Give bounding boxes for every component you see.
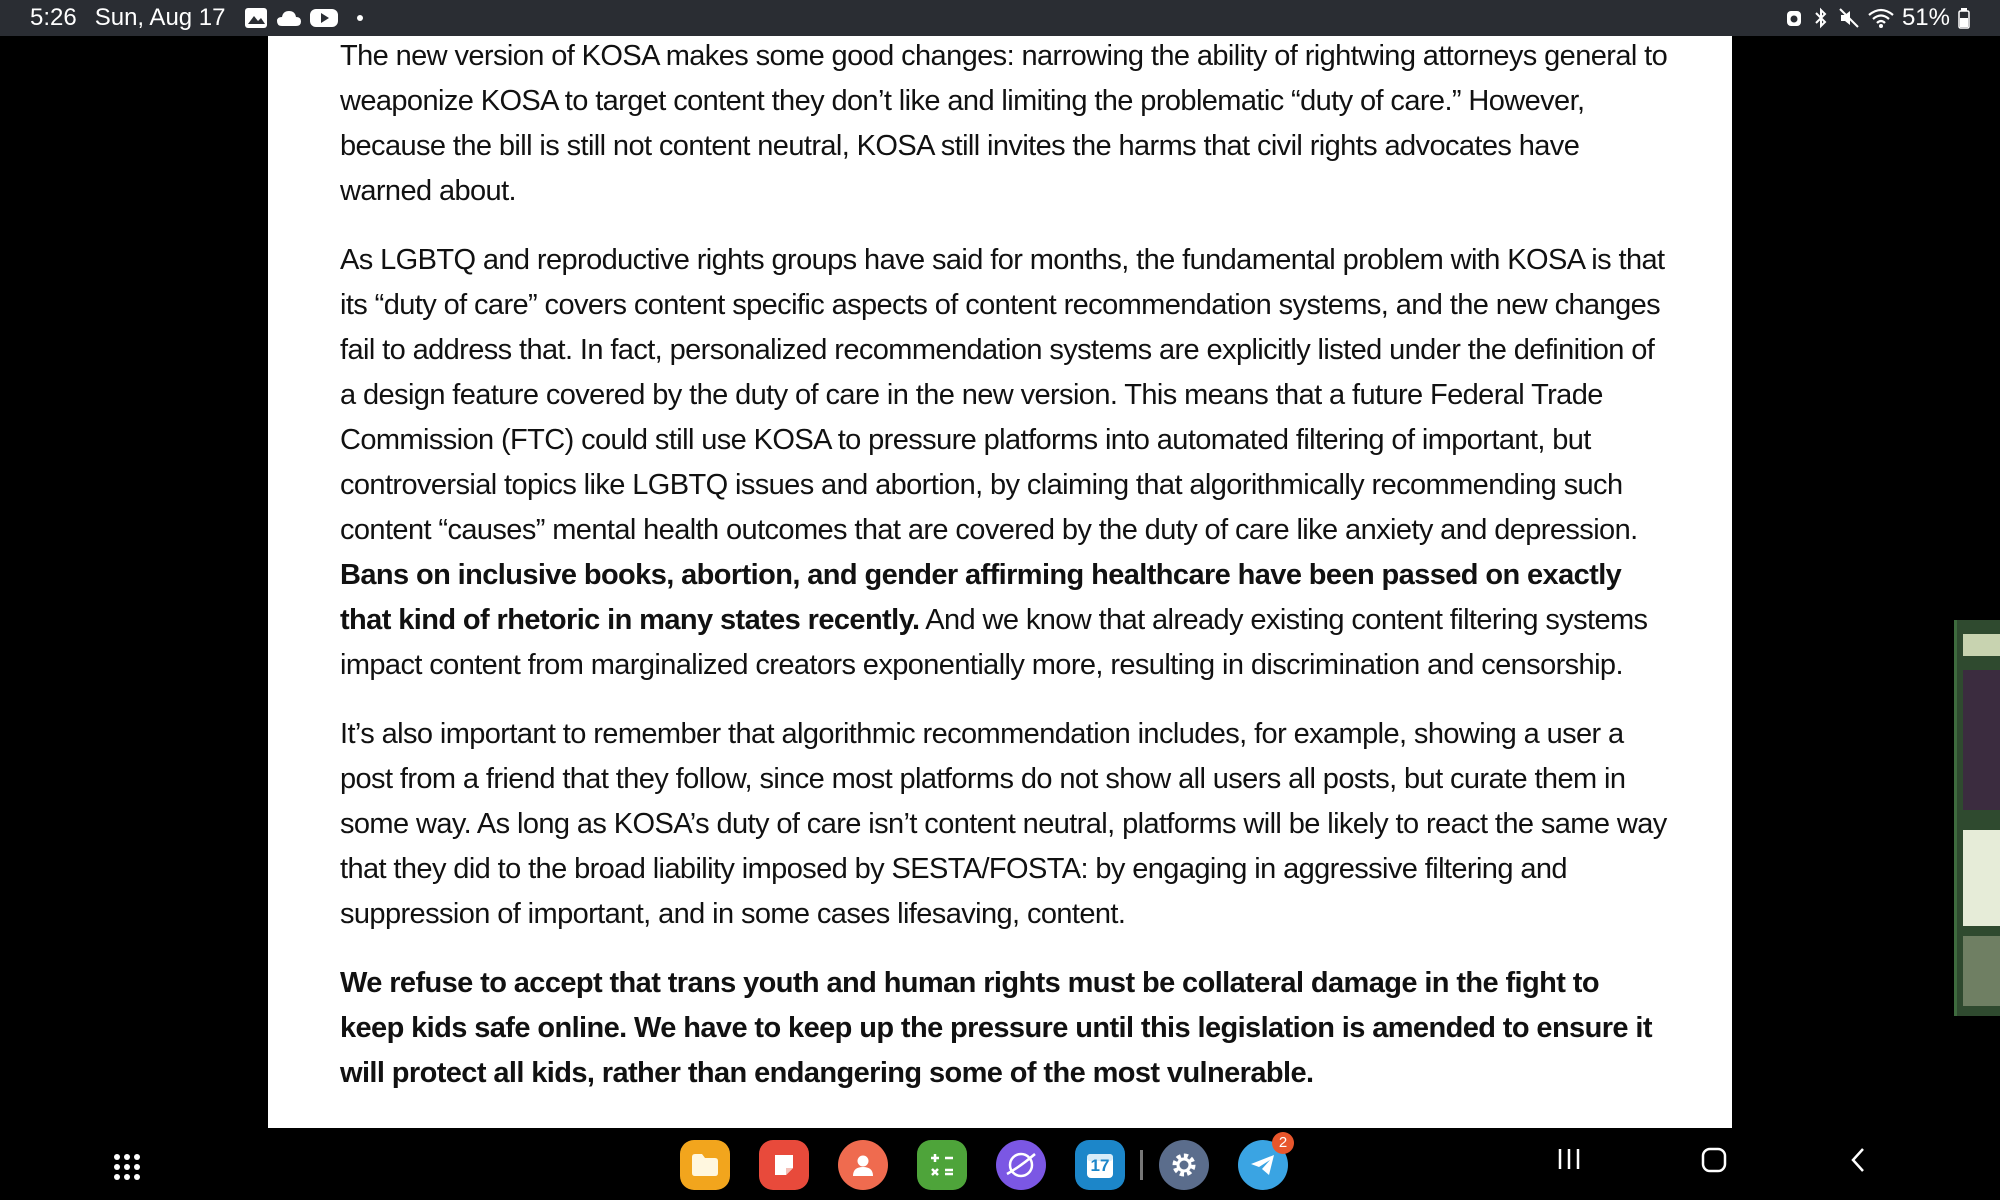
app-drawer-icon[interactable]: [112, 1152, 142, 1182]
status-bar: [0, 0, 2000, 36]
wifi-icon: [1868, 7, 1894, 29]
bluetooth-icon: [1812, 7, 1830, 29]
calendar-app[interactable]: [1075, 1140, 1125, 1190]
notes-icon: [770, 1151, 798, 1179]
dot-icon: [356, 14, 364, 22]
gallery-icon: [244, 7, 268, 29]
settings-app[interactable]: [1159, 1140, 1209, 1190]
calculator-icon: [927, 1150, 957, 1180]
paragraph-bold-text: We refuse to accept that trans youth and human rights must be collateral damage in the fight to keep kids safe online. We have to keep up the pressure until this legislation is amended to ensure it will protect all kids, rather than endangering some of the most vulnerable.: [340, 967, 1652, 1089]
article-body: [340, 36, 1670, 1120]
folder-icon: [690, 1152, 720, 1178]
back-icon: [1848, 1146, 1868, 1174]
battery-percent: 51%: [1901, 4, 1950, 31]
notes-app[interactable]: [759, 1140, 809, 1190]
side-window-footer: [1963, 936, 2000, 1006]
recents-button[interactable]: [1556, 1146, 1582, 1177]
side-window-peek[interactable]: [1954, 620, 2000, 1016]
my-files-app[interactable]: [680, 1140, 730, 1190]
youtube-icon: [310, 8, 338, 28]
dock: [680, 1134, 1317, 1192]
back-button[interactable]: [1848, 1146, 1868, 1179]
side-window-text: [1963, 830, 2000, 926]
side-window-thumbnail: [1963, 670, 2000, 810]
paragraph-bold-text: Bans on inclusive books, abortion, and gender affirming healthcare have been passed on exactly that kind of rhetoric in many states recently.: [340, 559, 1622, 636]
contacts-app[interactable]: [838, 1140, 888, 1190]
internet-app[interactable]: [996, 1140, 1046, 1190]
contacts-icon: [849, 1151, 877, 1179]
telegram-icon: [1248, 1150, 1278, 1180]
calculator-app[interactable]: [917, 1140, 967, 1190]
side-window-header: [1963, 634, 2000, 656]
paragraph-text: As LGBTQ and reproductive rights groups have said for months, the fundamental problem with KOSA is that its “duty of care” covers content specific aspects of content recommendation systems, and the new changes fail to address that. In fact, personalized recommendation systems are explicitly listed under the definition of a design feature covered by the duty of care in the new version. This means that a future Federal Trade Commission (FTC) could still use KOSA to pressure platforms into automated filtering of important, but controversial topics like LGBTQ issues and abortion, by claiming that algorithmically recommending such content “causes” mental health outcomes that are covered by the duty of care like anxiety and depression.: [340, 244, 1665, 546]
paragraph-text: And we know that already existing content filtering systems impact content from marginalized creators exponentially more, resulting in discrimination and censorship.: [340, 604, 1648, 681]
cloud-icon: [276, 8, 302, 28]
internet-icon: [1004, 1148, 1038, 1182]
taskbar: [0, 1128, 2000, 1200]
battery-icon: [1958, 7, 1970, 29]
article-paragraph: [340, 238, 1670, 688]
status-time: 5:26: [30, 4, 77, 31]
home-button[interactable]: [1700, 1146, 1728, 1179]
settings-icon: [1168, 1149, 1200, 1181]
home-icon: [1700, 1146, 1728, 1174]
status-date: Sun, Aug 17: [94, 4, 226, 31]
alarm-icon: [1784, 7, 1804, 29]
article-window[interactable]: [268, 36, 1732, 1128]
article-paragraph: It’s also important to remember that algorithmic recommendation includes, for example, showing a user a post from a friend that they follow, since most platforms do not show all users all posts, but curate them in some way. As long as KOSA’s duty of care isn’t content neutral, platforms will be likely to react the same way that they did to the broad liability imposed by SESTA/FOSTA: by engaging in aggressive filtering and suppression of important, and in some cases lifesaving, content.: [340, 718, 1667, 930]
calendar-date-label: 17: [1090, 1156, 1110, 1175]
notification-badge: 2: [1272, 1132, 1294, 1154]
dock-separator: [1140, 1150, 1143, 1180]
telegram-app[interactable]: [1238, 1134, 1288, 1190]
mute-icon: [1838, 7, 1860, 29]
article-paragraph: [340, 961, 1670, 1096]
recents-icon: [1556, 1146, 1582, 1172]
article-paragraph: The new version of KOSA makes some good changes: narrowing the ability of rightwing attorneys general to weaponize KOSA to target content they don’t like and limiting the problematic “duty of care.” However, because the bill is still not content neutral, KOSA still invites the harms that civil rights advocates have warned about.: [340, 40, 1668, 207]
